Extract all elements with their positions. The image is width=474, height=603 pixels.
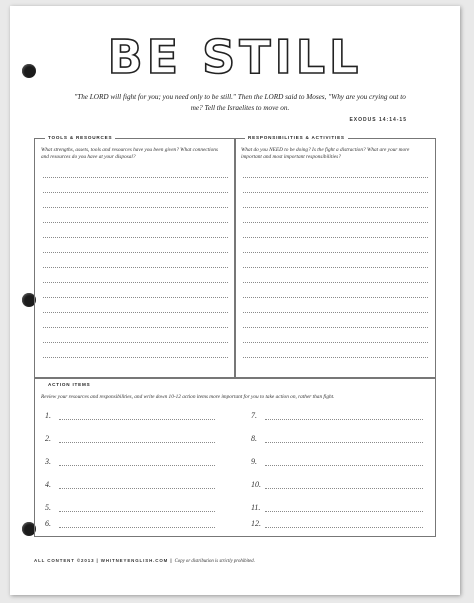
action-item-number: 7.	[251, 411, 257, 420]
writing-line[interactable]	[243, 267, 428, 268]
tools-resources-writing-lines	[43, 177, 228, 372]
writing-line[interactable]	[43, 207, 228, 208]
action-item-3[interactable]	[45, 456, 215, 466]
action-item-2[interactable]	[45, 433, 215, 443]
writing-line[interactable]	[43, 357, 228, 358]
action-item-12[interactable]	[251, 518, 423, 528]
responsibilities-activities-writing-lines	[243, 177, 428, 372]
action-item-number: 12.	[251, 519, 261, 528]
writing-line[interactable]	[43, 252, 228, 253]
writing-line[interactable]	[243, 222, 428, 223]
action-items-prompt: Review your resources and responsibilities, and write down 10-12 action items more important for you to take action on, rather than fight.	[41, 394, 335, 400]
writing-line[interactable]	[43, 327, 228, 328]
tools-resources-section	[34, 135, 236, 379]
footer-notice: Copy or distribution is strictly prohibited.	[174, 559, 255, 564]
writing-line[interactable]	[243, 252, 428, 253]
action-item-7[interactable]	[251, 410, 423, 420]
writing-line[interactable]	[243, 207, 428, 208]
writing-line[interactable]	[243, 342, 428, 343]
responsibilities-activities-prompt: What do you NEED to be doing? Is the fight a distraction? What are your more important and most important responsibilities?	[241, 147, 410, 161]
action-item-number: 11.	[251, 503, 261, 512]
action-items-label: ACTION ITEMS	[45, 382, 94, 387]
writing-line[interactable]	[243, 357, 428, 358]
action-item-number: 9.	[251, 457, 257, 466]
scripture-reference: EXODUS 14:14-15	[349, 117, 407, 123]
action-item-line[interactable]	[265, 410, 423, 420]
writing-line[interactable]	[43, 282, 228, 283]
action-item-line[interactable]	[59, 433, 215, 443]
worksheet-page	[10, 6, 460, 595]
writing-line[interactable]	[43, 222, 228, 223]
action-item-line[interactable]	[265, 518, 423, 528]
writing-line[interactable]	[243, 177, 428, 178]
action-item-1[interactable]	[45, 410, 215, 420]
writing-line[interactable]	[243, 192, 428, 193]
writing-line[interactable]	[43, 267, 228, 268]
footer	[34, 558, 255, 564]
action-item-number: 3.	[45, 457, 51, 466]
action-item-line[interactable]	[265, 502, 423, 512]
action-item-number: 1.	[45, 411, 51, 420]
action-item-line[interactable]	[265, 479, 423, 489]
action-item-8[interactable]	[251, 433, 423, 443]
action-item-line[interactable]	[59, 518, 215, 528]
action-item-line[interactable]	[59, 456, 215, 466]
writing-line[interactable]	[243, 237, 428, 238]
writing-line[interactable]	[243, 312, 428, 313]
action-item-11[interactable]	[251, 502, 423, 512]
tools-resources-label: TOOLS & RESOURCES	[45, 135, 115, 140]
action-item-4[interactable]	[45, 479, 215, 489]
action-item-line[interactable]	[265, 433, 423, 443]
writing-line[interactable]	[43, 177, 228, 178]
action-item-9[interactable]	[251, 456, 423, 466]
action-item-number: 10.	[251, 480, 261, 489]
writing-line[interactable]	[43, 237, 228, 238]
action-item-number: 6.	[45, 519, 51, 528]
action-item-line[interactable]	[59, 502, 215, 512]
action-item-number: 5.	[45, 503, 51, 512]
action-item-number: 8.	[251, 434, 257, 443]
footer-copyright: ALL CONTENT ©2013 | WHITNEYENGLISH.COM |	[34, 558, 173, 563]
scripture-quote: "The LORD will fight for you; you need only to be still." Then the LORD said to Moses, "Why are you crying out to me? Tell the Israelites to move on.	[74, 93, 406, 112]
action-items-section	[34, 377, 436, 537]
action-item-line[interactable]	[59, 410, 215, 420]
action-item-number: 2.	[45, 434, 51, 443]
writing-line[interactable]	[43, 342, 228, 343]
writing-line[interactable]	[43, 312, 228, 313]
writing-line[interactable]	[243, 297, 428, 298]
page-title: BE STILL	[107, 30, 363, 84]
responsibilities-activities-section	[234, 135, 436, 379]
action-item-10[interactable]	[251, 479, 423, 489]
writing-line[interactable]	[43, 297, 228, 298]
action-item-line[interactable]	[265, 456, 423, 466]
writing-line[interactable]	[243, 282, 428, 283]
writing-line[interactable]	[43, 192, 228, 193]
action-item-line[interactable]	[59, 479, 215, 489]
action-item-6[interactable]	[45, 518, 215, 528]
responsibilities-activities-label: RESPONSIBILITIES & ACTIVITIES	[245, 135, 348, 140]
tools-resources-prompt: What strengths, assets, tools and resources have you been given? What connections and resources do you have at your disposal?	[41, 147, 218, 161]
action-item-5[interactable]	[45, 502, 215, 512]
action-item-number: 4.	[45, 480, 51, 489]
writing-line[interactable]	[243, 327, 428, 328]
